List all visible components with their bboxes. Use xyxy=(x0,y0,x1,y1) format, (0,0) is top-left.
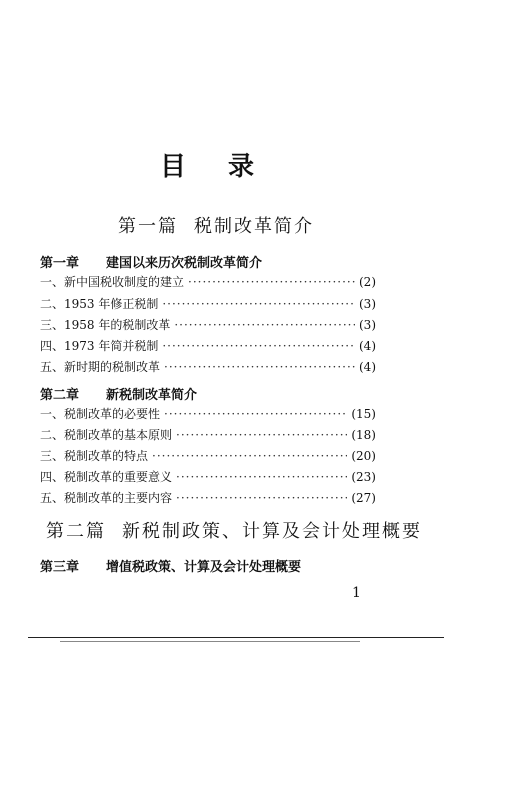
leader-dots xyxy=(152,449,347,463)
chapter-2-number: 第二章 xyxy=(40,388,80,403)
entry-label: 五、新时期的税制改革 xyxy=(40,360,161,374)
entry-label: 二、1953 年修正税制 xyxy=(40,297,159,311)
leader-dots xyxy=(164,360,355,374)
entry-page: (20) xyxy=(351,449,376,463)
title-char-1: 目 xyxy=(160,152,187,182)
toc-entry[interactable] xyxy=(40,468,376,486)
entry-label: 二、税制改革的基本原则 xyxy=(40,428,173,442)
entry-label: 一、税制改革的必要性 xyxy=(40,407,161,421)
toc-entry[interactable] xyxy=(40,405,376,423)
entry-page: (15) xyxy=(351,407,376,421)
entry-label: 三、1958 年的税制改革 xyxy=(40,318,171,332)
entry-label: 三、税制改革的特点 xyxy=(40,449,149,463)
toc-entry[interactable] xyxy=(40,337,376,355)
entry-label: 四、1973 年简并税制 xyxy=(40,339,159,353)
entry-page: (3) xyxy=(359,297,376,311)
chapter-2-name: 新税制改革简介 xyxy=(106,388,198,403)
chapter-2-heading[interactable] xyxy=(40,384,197,403)
entry-label: 一、新中国税收制度的建立 xyxy=(40,275,185,289)
leader-dots xyxy=(176,470,347,484)
toc-entry[interactable] xyxy=(40,426,376,444)
entry-page: (3) xyxy=(359,318,376,332)
footer-divider-secondary xyxy=(60,641,360,642)
entry-label: 四、税制改革的重要意义 xyxy=(40,470,173,484)
toc-entry[interactable] xyxy=(40,489,376,507)
leader-dots xyxy=(162,339,355,353)
chapter-3-heading[interactable] xyxy=(40,556,301,575)
leader-dots xyxy=(176,428,347,442)
part-1-name: 税制改革简介 xyxy=(194,216,314,237)
footer-divider xyxy=(28,637,444,638)
toc-entry[interactable] xyxy=(40,273,376,291)
toc-entry[interactable] xyxy=(40,316,376,334)
chapter-1-number: 第一章 xyxy=(40,256,80,271)
entry-page: (2) xyxy=(359,275,376,289)
toc-entry[interactable] xyxy=(40,295,376,313)
chapter-3-number: 第三章 xyxy=(40,560,80,575)
entry-page: (27) xyxy=(351,491,376,505)
page-title xyxy=(160,146,254,183)
part-2-number: 第二篇 xyxy=(46,521,106,542)
part-2-heading xyxy=(46,517,422,543)
leader-dots xyxy=(176,491,347,505)
page-number: 1 xyxy=(352,585,361,601)
leader-dots xyxy=(188,275,355,289)
part-2-name: 新税制政策、计算及会计处理概要 xyxy=(122,521,422,542)
chapter-3-name: 增值税政策、计算及会计处理概要 xyxy=(106,560,302,575)
toc-entry[interactable] xyxy=(40,447,376,465)
part-1-heading xyxy=(118,212,314,238)
entry-label: 五、税制改革的主要内容 xyxy=(40,491,173,505)
toc-entry[interactable] xyxy=(40,358,376,376)
title-char-2: 录 xyxy=(228,152,255,182)
chapter-1-heading[interactable] xyxy=(40,252,262,271)
entry-page: (4) xyxy=(359,360,376,374)
chapter-1-name: 建国以来历次税制改革简介 xyxy=(106,256,263,271)
entry-page: (18) xyxy=(351,428,376,442)
entry-page: (4) xyxy=(359,339,376,353)
leader-dots xyxy=(174,318,355,332)
leader-dots xyxy=(162,297,355,311)
leader-dots xyxy=(164,407,347,421)
entry-page: (23) xyxy=(351,470,376,484)
part-1-number: 第一篇 xyxy=(118,216,178,237)
